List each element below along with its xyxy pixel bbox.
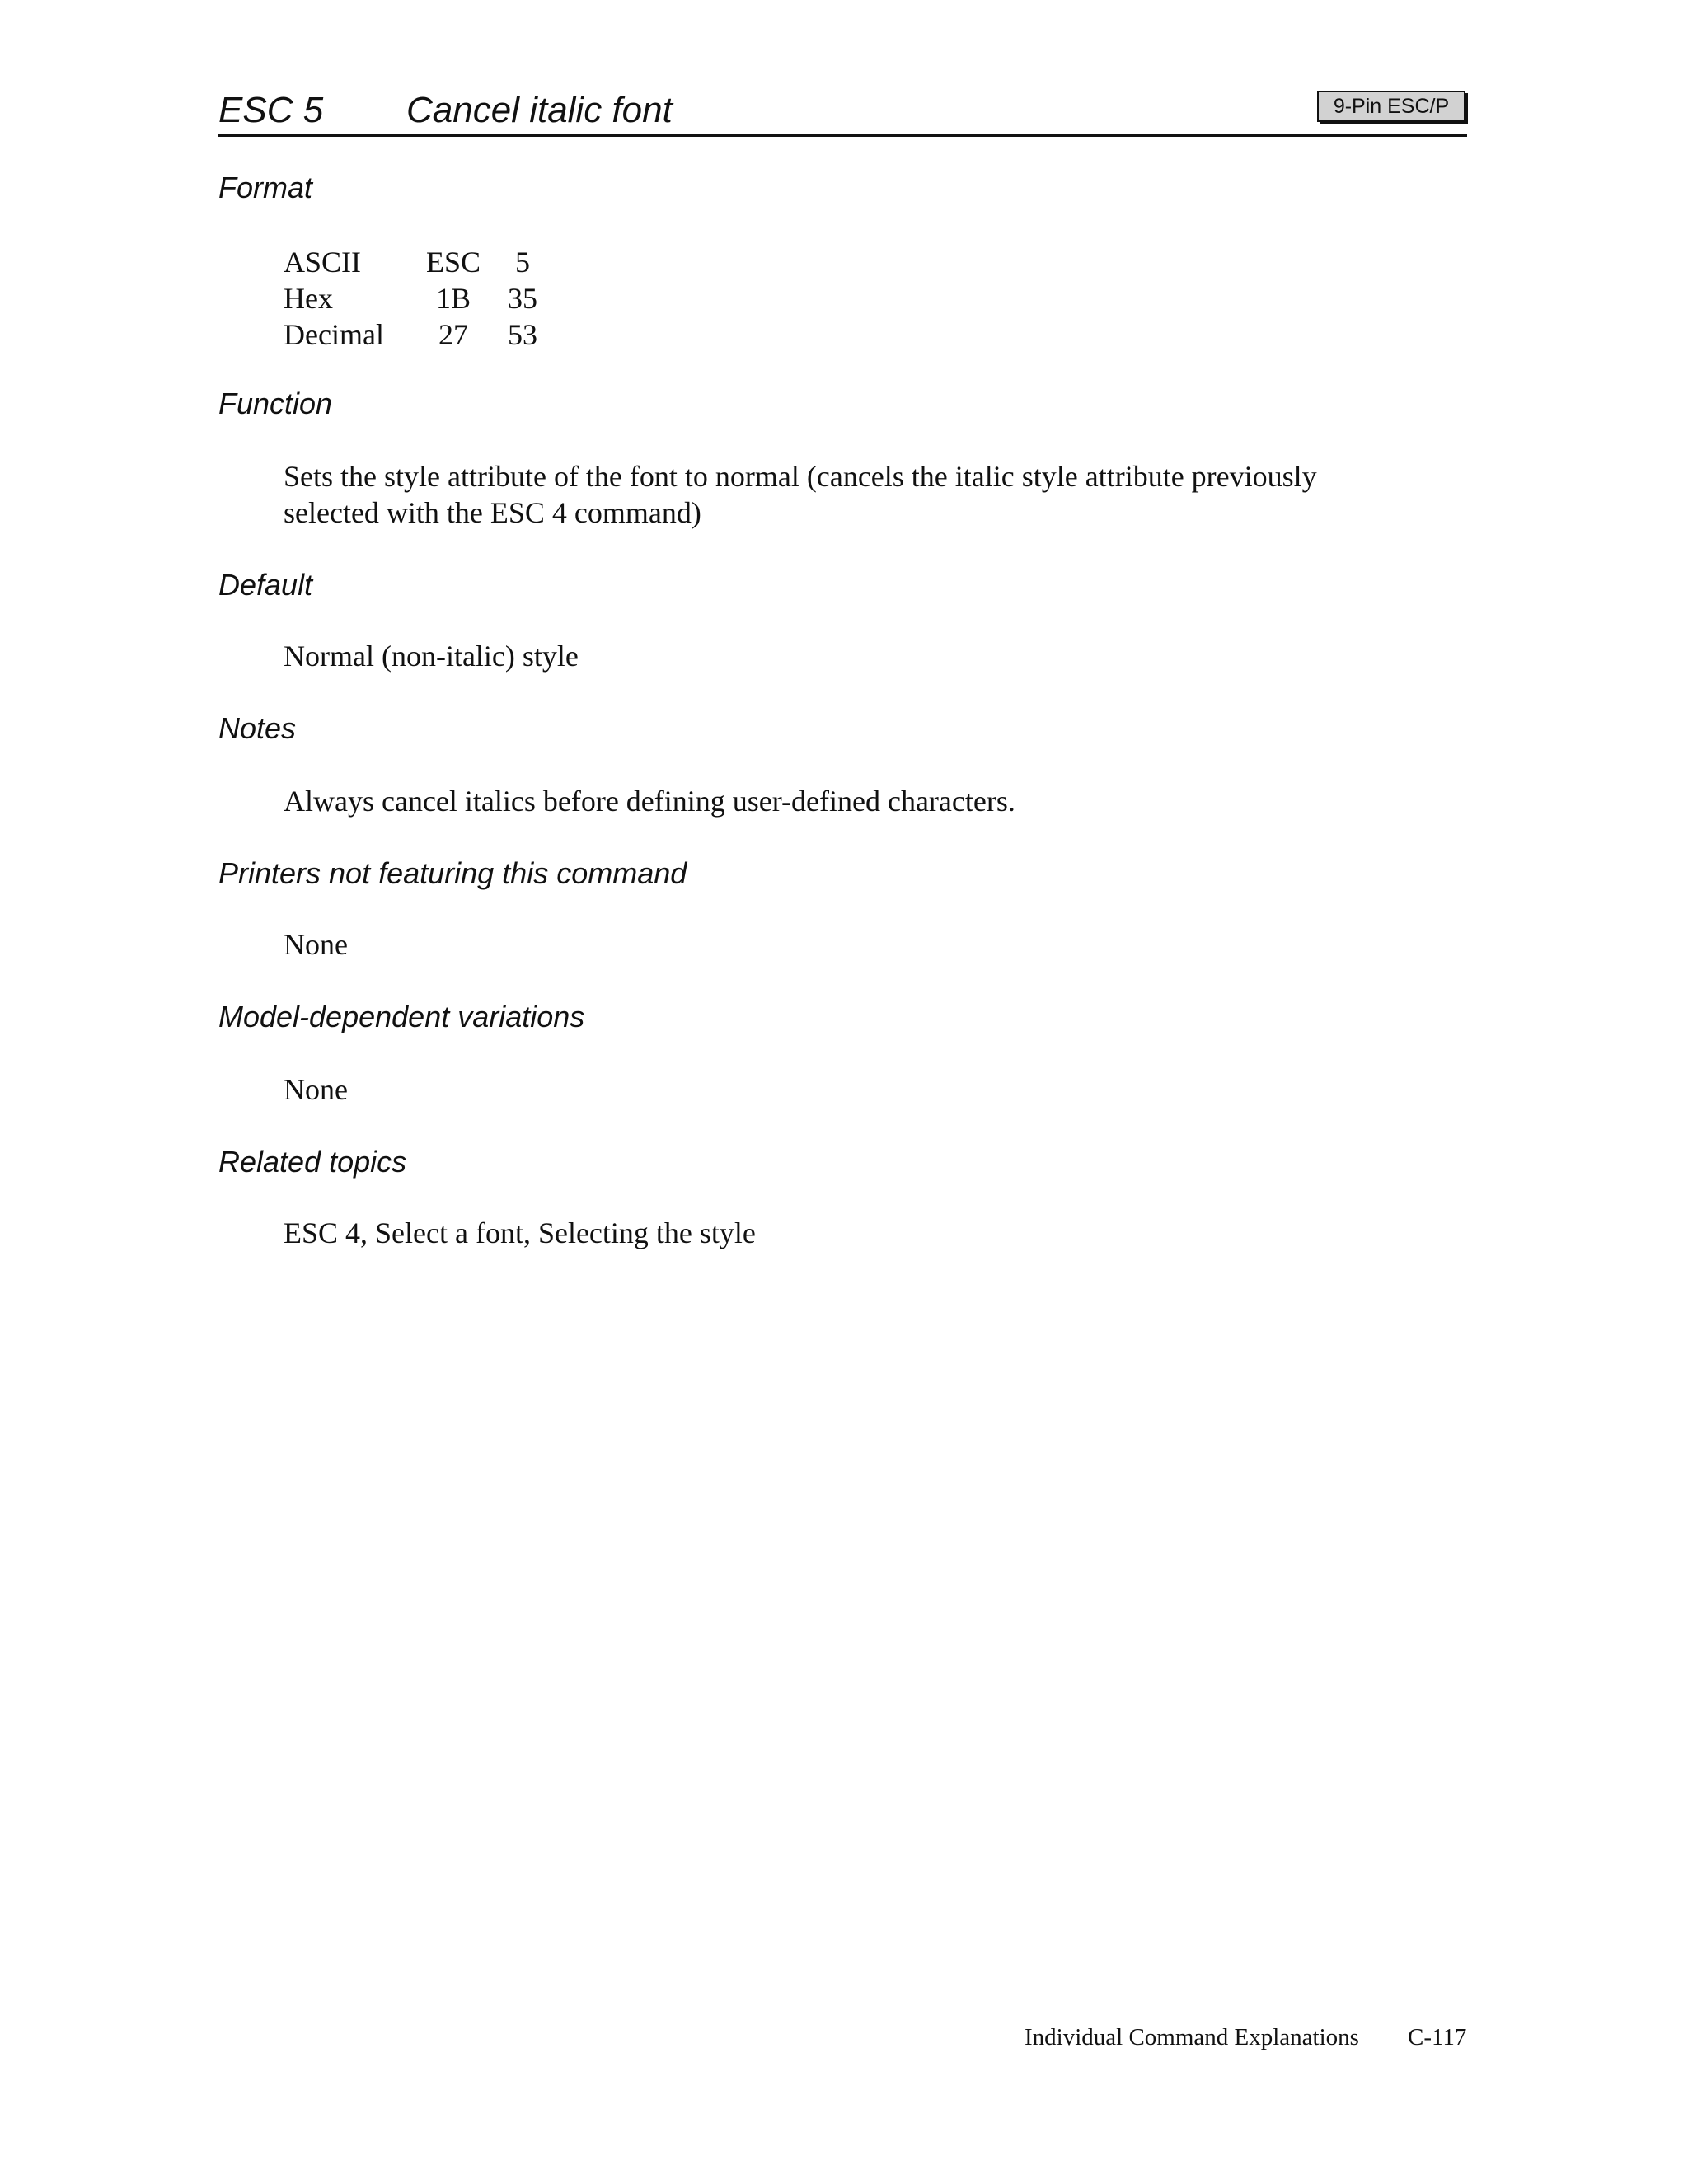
default-text: Normal (non-italic) style bbox=[284, 640, 579, 673]
notes-heading: Notes bbox=[218, 711, 297, 745]
notes-text: Always cancel italics before defining user-defined characters. bbox=[284, 785, 1015, 818]
page-number: C-117 bbox=[1408, 2024, 1467, 2050]
model-variations-text: None bbox=[284, 1073, 348, 1106]
format-value: 5 bbox=[515, 246, 530, 279]
format-row-ascii bbox=[284, 244, 546, 280]
format-label: Hex bbox=[284, 282, 333, 315]
format-heading: Format bbox=[218, 171, 313, 204]
model-variations-heading: Model-dependent variations bbox=[218, 1000, 585, 1033]
format-table bbox=[284, 244, 546, 353]
format-value: 27 bbox=[438, 318, 468, 351]
format-row-decimal bbox=[284, 316, 546, 353]
header-divider bbox=[218, 134, 1467, 137]
format-label: ASCII bbox=[284, 246, 362, 279]
format-value: 35 bbox=[508, 282, 537, 315]
format-value: 53 bbox=[508, 318, 537, 351]
function-heading: Function bbox=[218, 387, 333, 420]
page-header bbox=[218, 82, 1467, 137]
related-topics-heading: Related topics bbox=[218, 1145, 407, 1179]
function-text-line1: Sets the style attribute of the font to normal (cancels the italic style attribute previously bbox=[284, 460, 1317, 493]
printers-not-featuring-text: None bbox=[284, 928, 348, 961]
function-text-line2: selected with the ESC 4 command) bbox=[284, 496, 701, 529]
printer-type-badge: 9-Pin ESC/P bbox=[1317, 91, 1465, 122]
format-value: ESC bbox=[425, 246, 481, 279]
command-code: ESC 5 bbox=[218, 90, 324, 130]
format-label: Decimal bbox=[284, 318, 384, 351]
default-heading: Default bbox=[218, 568, 313, 602]
format-value: 1B bbox=[435, 282, 471, 315]
printers-not-featuring-heading: Printers not featuring this command bbox=[218, 856, 687, 890]
footer-section-title: Individual Command Explanations bbox=[1025, 2024, 1359, 2050]
related-topics-text: ESC 4, Select a font, Selecting the style bbox=[284, 1216, 756, 1249]
format-row-hex bbox=[284, 280, 546, 316]
page-title: Cancel italic font bbox=[406, 90, 673, 130]
